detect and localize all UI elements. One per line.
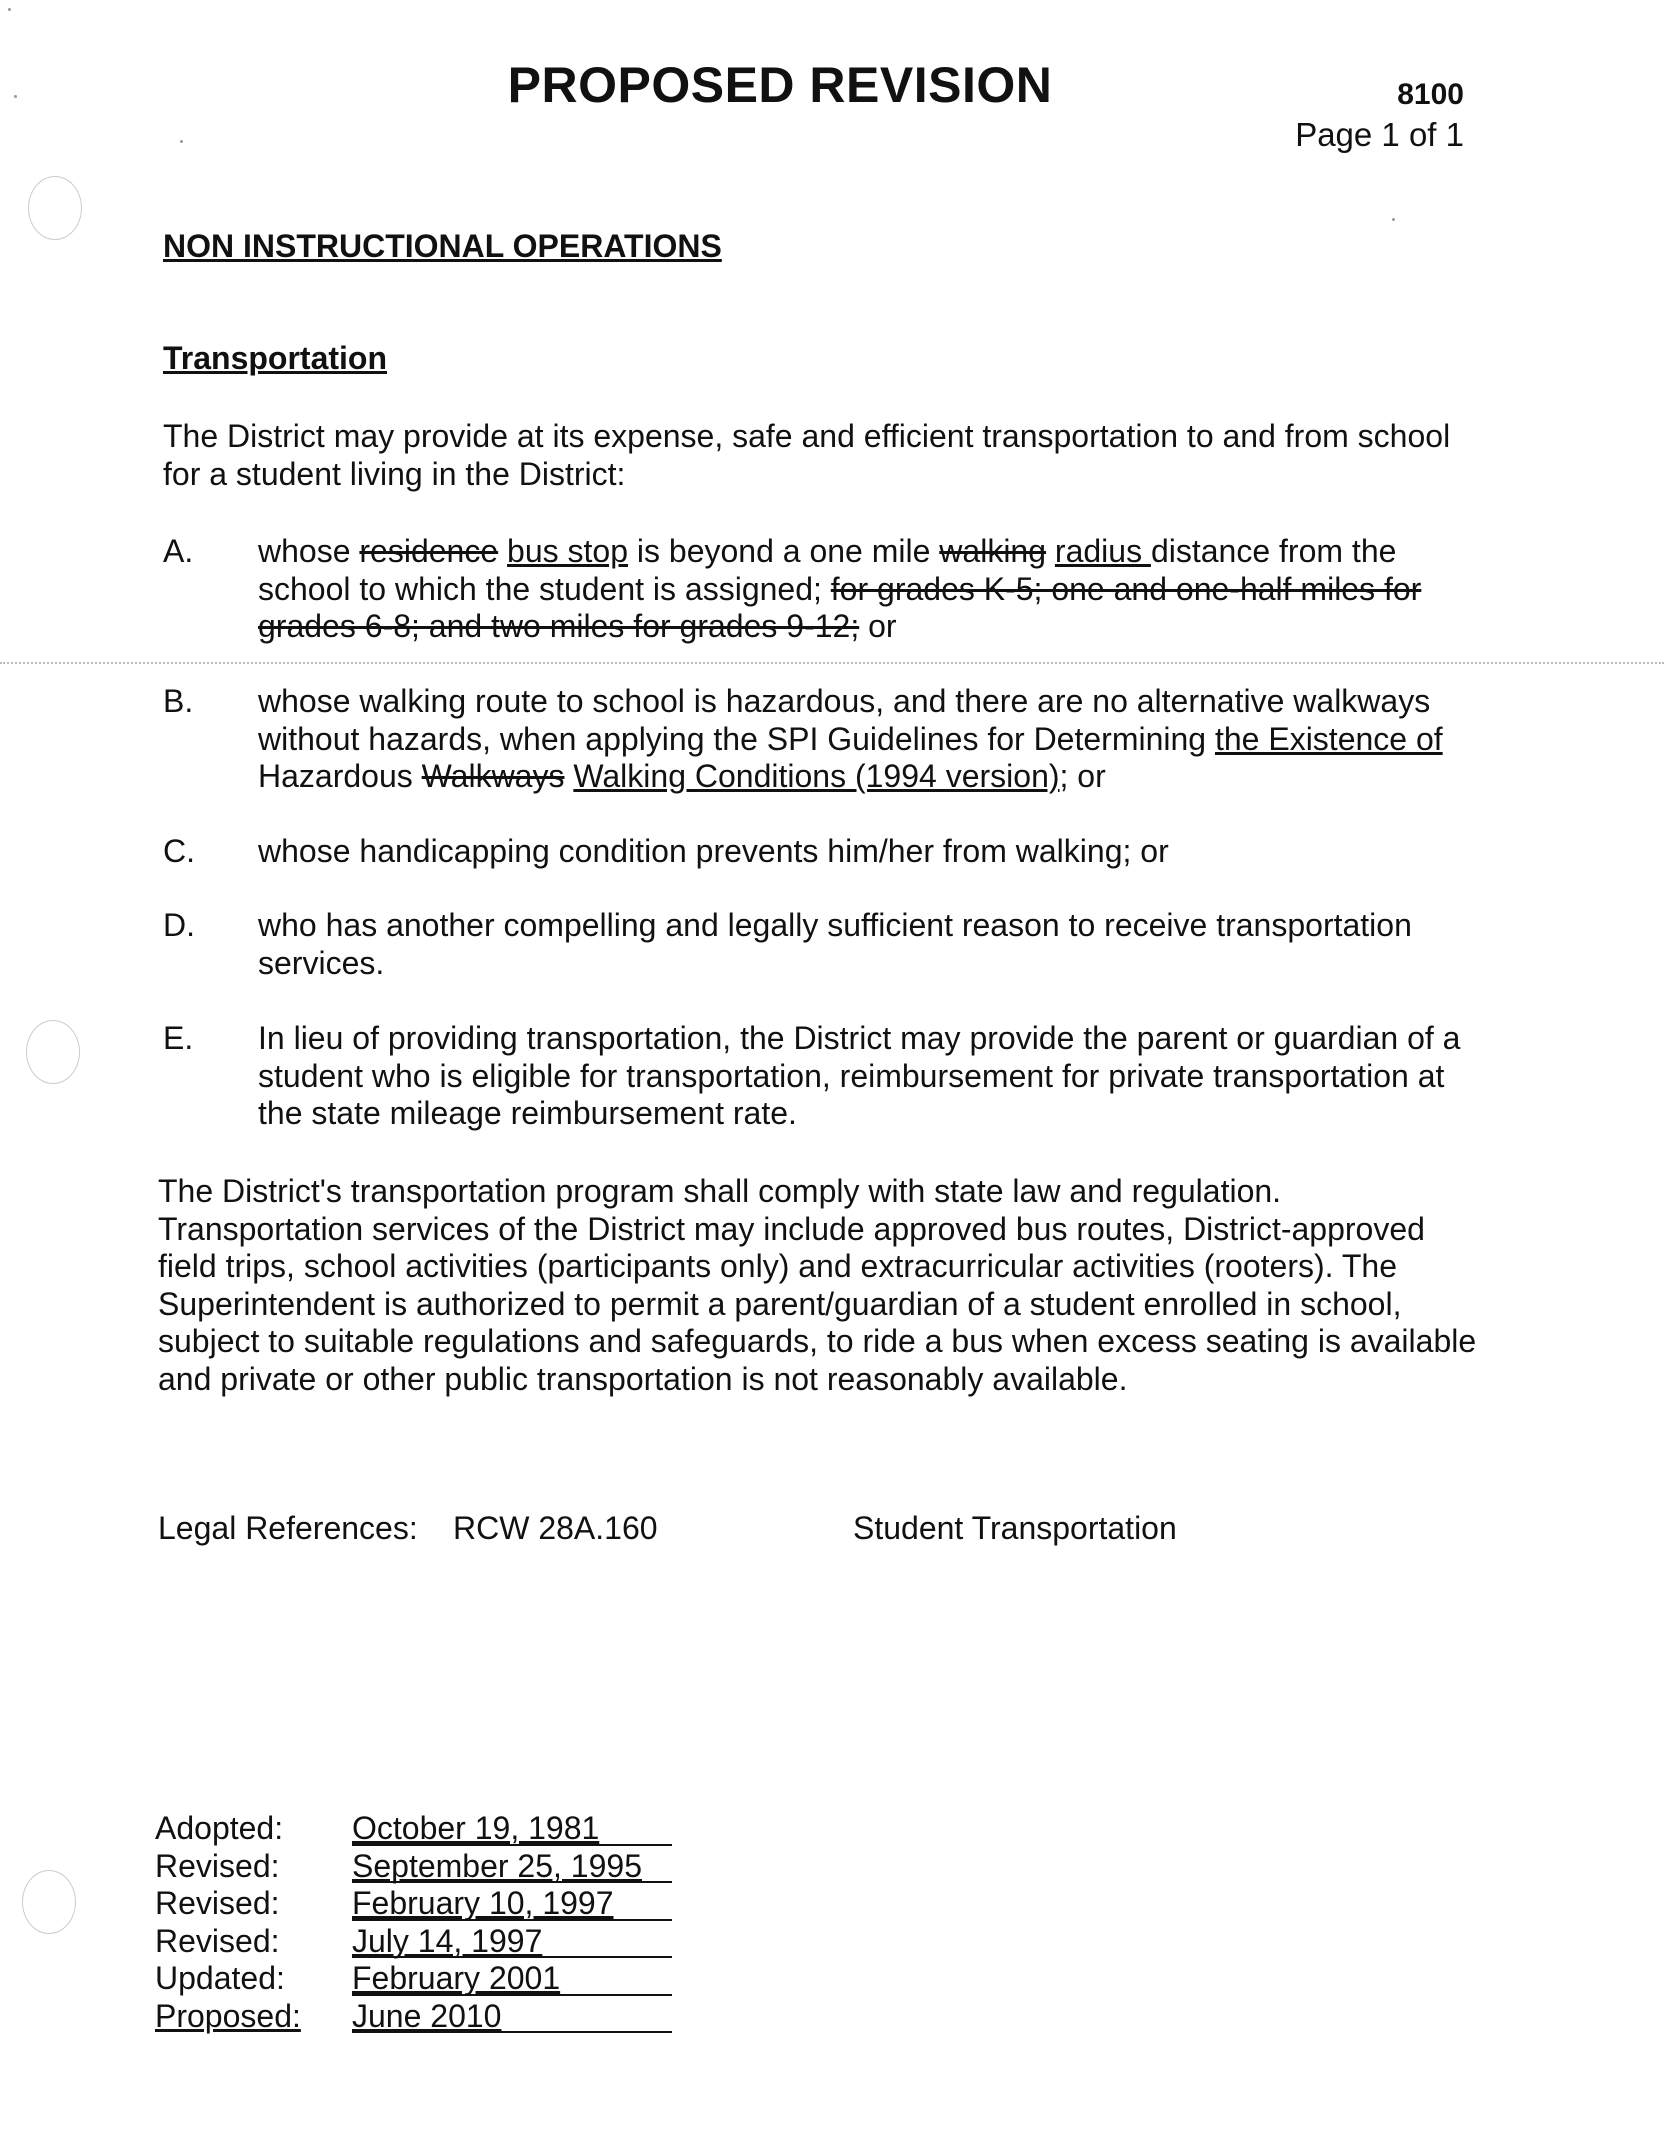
item-text-e: In lieu of providing transportation, the District may provide the parent or guardian of a student who is eligible for transportation, reimbursement for private transportation at the state mileage reimbursement rate.	[258, 1020, 1461, 1131]
item-text-b: whose walking route to school is hazardous, and there are no alternative walkways without hazards, when applying the SPI Guidelines for Determining the Existence of Hazardous Walkways Walking Conditions (1994 version); or	[258, 683, 1443, 794]
subsection-title: Transportation	[163, 340, 388, 376]
history-date: June 2010	[352, 1998, 672, 2036]
item-letter-a: A.	[163, 533, 194, 569]
item-letter-b: B.	[163, 683, 194, 719]
history-label: Updated:	[155, 1960, 285, 1996]
policy-number: 8100	[1397, 78, 1464, 111]
history-label: Revised:	[155, 1922, 280, 1959]
scan-speck	[180, 140, 183, 143]
deleted-text: residence	[359, 533, 499, 569]
legal-reference-code: RCW 28A.160	[453, 1510, 658, 1546]
binder-hole-top	[28, 176, 82, 240]
legal-reference-title: Student Transportation	[853, 1510, 1177, 1546]
history-date: February 2001	[352, 1960, 672, 1998]
item-text-c: whose handicapping condition prevents him/her from walking; or	[258, 833, 1169, 869]
scan-artifact-line	[0, 662, 1664, 664]
section-title: NON INSTRUCTIONAL OPERATIONS	[163, 228, 722, 264]
inserted-text: Walking Conditions (1994 version)	[573, 758, 1060, 794]
binder-hole-bottom	[22, 1870, 76, 1934]
inserted-text: radius	[1054, 533, 1151, 569]
scan-speck	[8, 8, 11, 11]
history-date: October 19, 1981	[352, 1810, 672, 1848]
history-date: September 25, 1995	[352, 1848, 672, 1886]
page-title: PROPOSED REVISION	[507, 57, 1053, 113]
inserted-text: ;	[813, 570, 822, 607]
deleted-text: Walkways	[421, 758, 565, 794]
history-label: Proposed:	[155, 1997, 301, 2034]
item-letter-e: E.	[163, 1020, 194, 1056]
history-label: Revised:	[155, 1847, 280, 1884]
scan-speck	[1392, 218, 1395, 221]
binder-hole-middle	[26, 1020, 80, 1084]
item-text-a: whose residence bus stop is beyond a one mile walking radius distance from the school to which the student is assigned; for grades K-5; one and one-half miles for grades 6-8; and two miles for grades 9-12; or	[258, 533, 1422, 644]
item-text-d: who has another compelling and legally sufficient reason to receive transportation services.	[258, 907, 1412, 981]
deleted-text: walking	[939, 533, 1047, 569]
policy-paragraph: The District's transportation program shall comply with state law and regulation. Transportation services of the District may include approved bus routes, District-approved field trips, school activities (participants only) and extracurricular activities (rooters). The Superintendent is authorized to permit a parent/guardian of a student enrolled in school, subject to suitable regulations and safeguards, to ride a bus when excess seating is available and private or other public transportation is not reasonably available.	[158, 1173, 1477, 1397]
intro-paragraph: The District may provide at its expense, safe and efficient transportation to and from school for a student living in the District:	[163, 418, 1451, 492]
inserted-text: the Existence of	[1214, 720, 1443, 757]
inserted-text: bus stop	[507, 533, 628, 569]
history-label: Revised:	[155, 1885, 280, 1921]
deleted-text: for grades K-5; one and one-half miles for grades 6-8; and two miles for grades 9-12;	[258, 570, 1422, 644]
item-letter-c: C.	[163, 833, 195, 869]
history-label: Adopted:	[155, 1810, 284, 1846]
legal-references-label: Legal References:	[158, 1510, 418, 1546]
item-letter-d: D.	[163, 907, 195, 943]
history-date: February 10, 1997	[352, 1885, 672, 1923]
history-date: July 14, 1997	[352, 1923, 672, 1961]
page-number: Page 1 of 1	[1295, 116, 1464, 153]
